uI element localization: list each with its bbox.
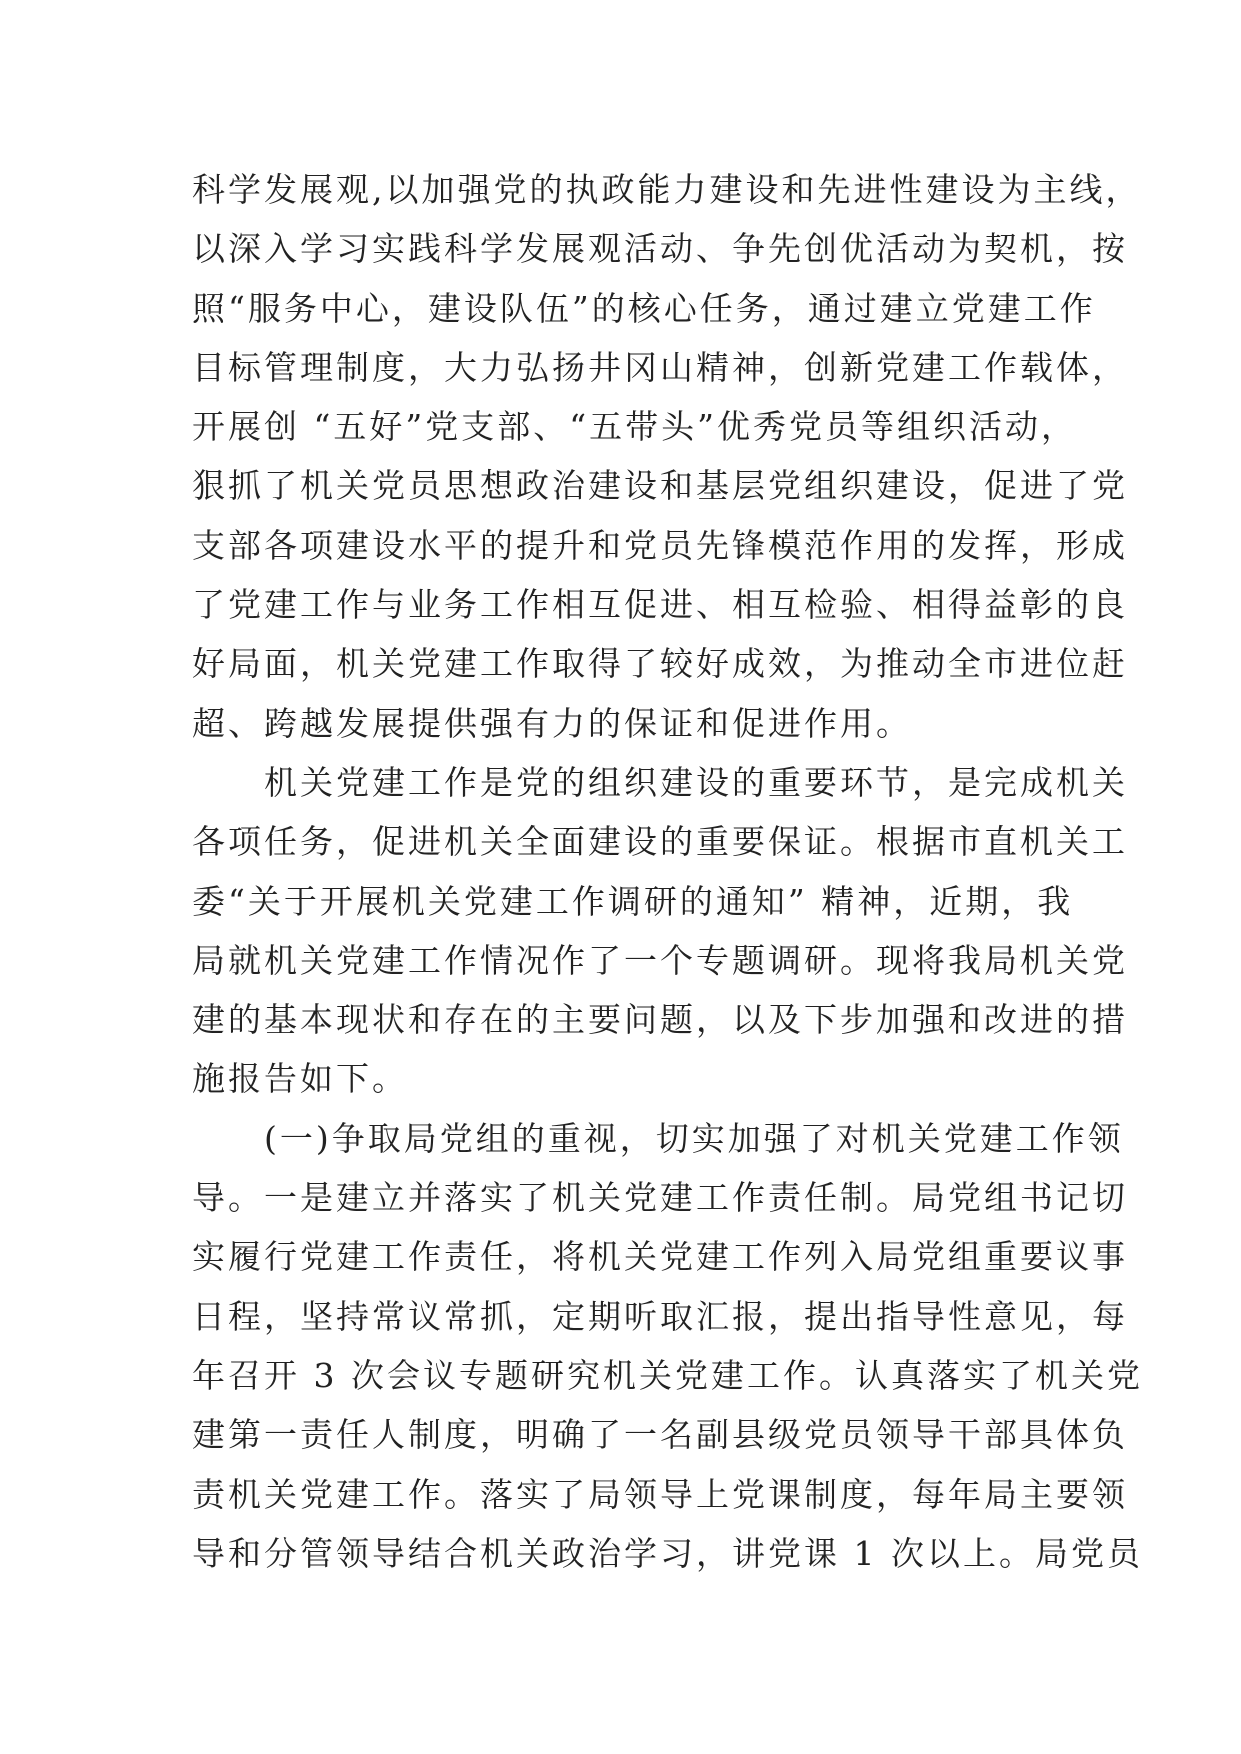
body-text (192, 160, 1143, 1583)
text-line: 年召开 3 次会议专题研究机关党建工作。认真落实了机关党 (192, 1355, 1143, 1395)
text-line: 开展创 “五好”党支部、“五带头”优秀党员等组织活动， (192, 407, 1077, 447)
text-line: 实履行党建工作责任，将机关党建工作列入局党组重要议事 (192, 1237, 1128, 1277)
text-line: 施报告如下。 (192, 1059, 408, 1099)
text-line: 好局面，机关党建工作取得了较好成效，为推动全市进位赶 (192, 644, 1128, 684)
text-line: 了党建工作与业务工作相互促进、相互检验、相得益彰的良 (192, 585, 1128, 625)
paragraph-start-line: (一)争取局党组的重视，切实加强了对机关党建工作领 (192, 1118, 1124, 1158)
text-line: 各项任务，促进机关全面建设的重要保证。根据市直机关工 (192, 822, 1128, 862)
text-line: 日程，坚持常议常抓，定期听取汇报，提出指导性意见，每 (192, 1296, 1128, 1336)
text-line: 支部各项建设水平的提升和党员先锋模范作用的发挥，形成 (192, 525, 1128, 565)
text-line: 建第一责任人制度，明确了一名副县级党员领导干部具体负 (192, 1415, 1128, 1455)
text-line: 委“关于开展机关党建工作调研的通知” 精神，近期，我 (192, 881, 1074, 921)
text-line: 局就机关党建工作情况作了一个专题调研。现将我局机关党 (192, 940, 1128, 980)
text-line: 导和分管领导结合机关政治学习，讲党课 1 次以上。局党员 (192, 1533, 1143, 1573)
text-line: 照“服务中心，建设队伍”的核心任务，通过建立党建工作 (192, 288, 1096, 328)
text-line: 科学发展观,以加强党的执政能力建设和先进性建设为主线， (192, 170, 1142, 209)
paragraph-start-line: 机关党建工作是党的组织建设的重要环节，是完成机关 (192, 762, 1128, 802)
text-line: 目标管理制度，大力弘扬井冈山精神，创新党建工作载体， (192, 347, 1128, 387)
text-line: 以深入学习实践科学发展观活动、争先创优活动为契机，按 (192, 229, 1128, 269)
text-line: 建的基本现状和存在的主要问题，以及下步加强和改进的措 (192, 1000, 1128, 1040)
text-line: 狠抓了机关党员思想政治建设和基层党组织建设，促进了党 (192, 466, 1128, 506)
text-line: 导。一是建立并落实了机关党建工作责任制。局党组书记切 (192, 1178, 1128, 1218)
text-line: 超、跨越发展提供强有力的保证和促进作用。 (192, 703, 912, 743)
text-line: 责机关党建工作。落实了局领导上党课制度，每年局主要领 (192, 1474, 1128, 1514)
